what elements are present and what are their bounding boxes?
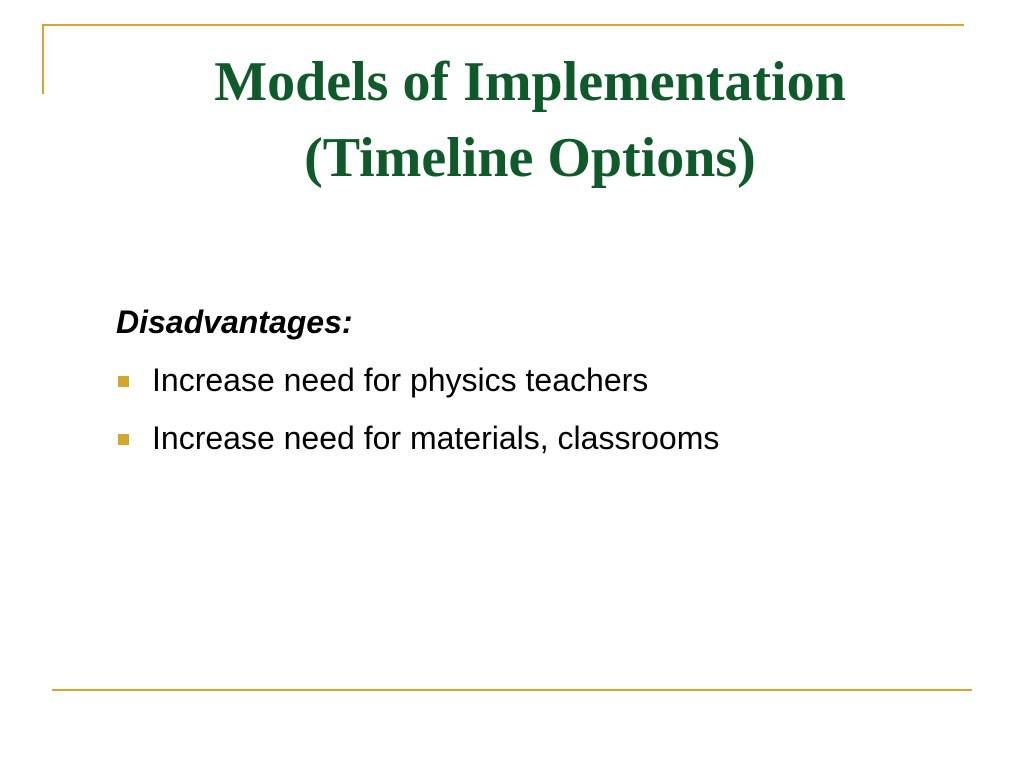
bullet-text: Increase need for materials, classrooms <box>152 420 720 456</box>
frame-left-line <box>42 24 44 94</box>
square-bullet-icon <box>118 376 129 387</box>
slide-title-line-1: Models of Implementation <box>214 51 846 113</box>
slide-title-line-2: (Timeline Options) <box>304 127 756 189</box>
square-bullet-icon <box>118 434 129 445</box>
section-heading: Disadvantages: <box>116 304 353 340</box>
frame-bottom-line <box>52 689 972 691</box>
bullet-text: Increase need for physics teachers <box>152 362 649 398</box>
slide-content <box>116 300 976 474</box>
bullet-item <box>116 416 976 460</box>
bullet-list <box>116 358 976 460</box>
bullet-item <box>116 358 976 402</box>
frame-top-line <box>42 24 964 26</box>
slide-title <box>80 44 980 196</box>
